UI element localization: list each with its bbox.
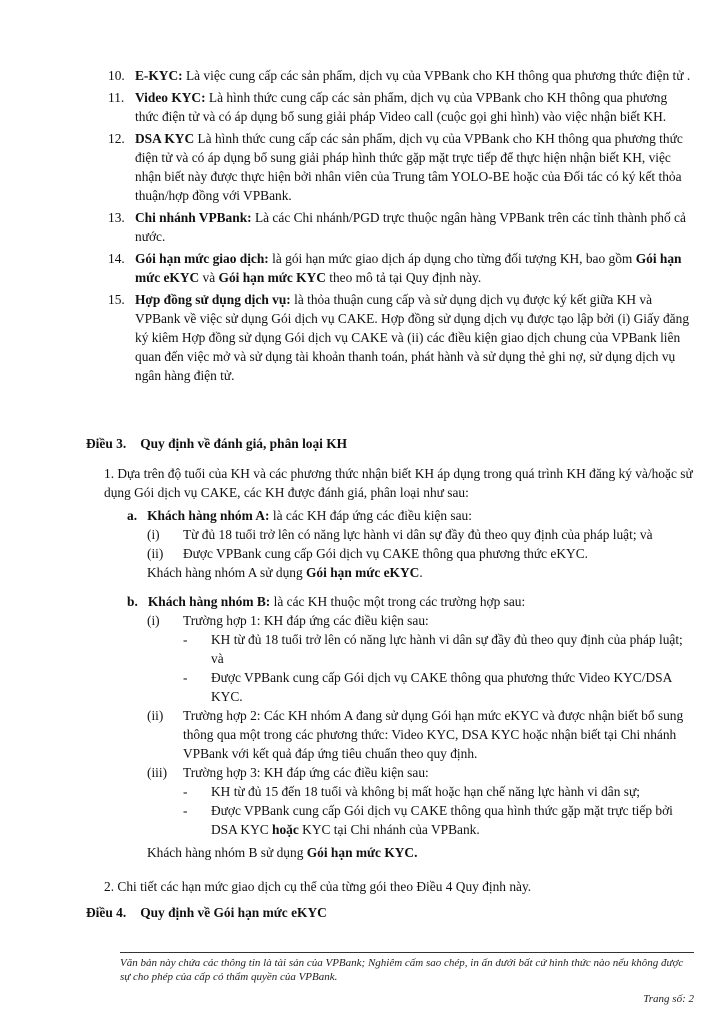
group-b-summary: Khách hàng nhóm B sử dụng Gói hạn mức KYC. xyxy=(147,845,418,860)
paragraph-2: 2. Chi tiết các hạn mức giao dịch cụ thể của từng gói theo Điều 4 Quy định này. xyxy=(104,879,532,894)
article-3-heading: Điều 3. Quy định về đánh giá, phân loại KH xyxy=(86,436,348,451)
definition-term: DSA KYC xyxy=(135,131,195,146)
definitions-list xyxy=(108,66,693,388)
case-1: (i) Trường hợp 1: KH đáp ứng các điều kiện sau: xyxy=(147,613,429,628)
list-item: (i) Từ đủ 18 tuổi trở lên có năng lực hành vi dân sự đầy đủ theo quy định của pháp luật; và xyxy=(147,527,653,542)
definition-term: Video KYC: xyxy=(135,90,206,105)
list-item: (ii) Được VPBank cung cấp Gói dịch vụ CAKE thông qua phương thức eKYC. xyxy=(147,546,588,561)
definition-item: 11. Video KYC: Là hình thức cung cấp các sản phẩm, dịch vụ của VPBank cho KH thông qua phương thức điện tử và có áp dụng bổ sung giải pháp Video call (cuộc gọi ghi hình) vào việc nhận biết KH. xyxy=(108,90,668,124)
group-b-label: Khách hàng nhóm B: xyxy=(147,594,271,609)
group-a-label: Khách hàng nhóm A: xyxy=(147,508,270,523)
footer-divider xyxy=(120,952,694,953)
definition-item: 13. Chi nhánh VPBank: Là các Chi nhánh/PGD trực thuộc ngân hàng VPBank trên các tỉnh thành phố cả nước. xyxy=(108,210,686,244)
group-b: b. Khách hàng nhóm B: là các KH thuộc một trong các trường hợp sau: (i) Trường hợp 1: KH đáp ứng các điều kiện sau: - KH từ đủ 18 tuổi trở lên có năng lực hành vi dân sự đầy đủ theo quy định của pháp luật; và - Được VPBank cung cấp Gói dịch vụ CAKE thông qua phương thức Video KYC/DSA KYC. (ii) Trường hợp 2: Các KH nhóm A đang sử dụng Gói hạn mức eKYC và được nhận biết bổ sung thông qua một trong các phương thức: Video KYC, DSA KYC hoặc nhận biết tại Chi nhánh VPBank với kết quả đáp ứng tiêu chuẩn theo quy định. (iii) Trường hợp 3: KH đáp ứng các điều kiện sau: - KH từ đủ 15 đến 18 tuổi và không bị mất hoặc hạn chế năng lực hành vi dân sự; - Được VPBank cung cấp Gói dịch vụ CAKE thông qua hình thức gặp mặt trực tiếp bởi DSA KYC hoặc KYC tại Chi nhánh của VPBank. Khách hàng nhóm B sử dụng Gói hạn mức KYC. xyxy=(127,592,687,862)
definition-item: 12. DSA KYC Là hình thức cung cấp các sản phẩm, dịch vụ của VPBank cho KH thông qua phương thức điện tử và có áp dụng bổ sung giải pháp hình thức gặp mặt trực tiếp để thực hiện nhận biết KH, việc nhận biết này được thực hiện bởi nhân viên của Trung tâm YOLO-BE hoặc của Đối tác có ký kết thỏa thuận/hợp đồng với VPBank. xyxy=(108,131,683,203)
page-number: Trang số: 2 xyxy=(643,993,694,1005)
list-item: - Được VPBank cung cấp Gói dịch vụ CAKE thông qua hình thức gặp mặt trực tiếp bởi DSA KYC hoặc KYC tại Chi nhánh của VPBank. xyxy=(183,803,673,837)
footer-confidentiality-note: Văn bản này chứa các thông tin là tài sản của VPBank; Nghiêm cấm sao chép, in ấn dưới bất cứ hình thức nào nếu không được sự cho phép của cấp có thẩm quyền của VPBank. xyxy=(120,957,684,983)
paragraph-1: 1. Dựa trên độ tuổi của KH và các phương thức nhận biết KH áp dụng trong quá trình KH đăng ký và/hoặc sử dụng Gói dịch vụ CAKE, các KH được đánh giá, phân loại như sau: xyxy=(104,466,693,500)
case-3: (iii) Trường hợp 3: KH đáp ứng các điều kiện sau: xyxy=(147,765,429,780)
definition-term: E-KYC: xyxy=(135,68,183,83)
list-item: - KH từ đủ 18 tuổi trở lên có năng lực hành vi dân sự đầy đủ theo quy định của pháp luật; và xyxy=(183,632,683,666)
definition-term: Hợp đồng sử dụng dịch vụ: xyxy=(135,292,291,307)
definition-term: Gói hạn mức giao dịch: xyxy=(135,251,269,266)
definition-item: 10. E-KYC: Là việc cung cấp các sản phẩm, dịch vụ của VPBank cho KH thông qua phương thức điện tử . xyxy=(108,68,691,83)
group-a: a. Khách hàng nhóm A: là các KH đáp ứng các điều kiện sau: (i) Từ đủ 18 tuổi trở lên có năng lực hành vi dân sự đầy đủ theo quy định của pháp luật; và (ii) Được VPBank cung cấp Gói dịch vụ CAKE thông qua phương thức eKYC. Khách hàng nhóm A sử dụng Gói hạn mức eKYC. xyxy=(127,506,687,582)
group-a-summary: Khách hàng nhóm A sử dụng Gói hạn mức eKYC. xyxy=(147,565,423,580)
definition-item: 14. Gói hạn mức giao dịch: là gói hạn mức giao dịch áp dụng cho từng đối tượng KH, bao gồm Gói hạn mức eKYC và Gói hạn mức KYC theo mô tả tại Quy định này. xyxy=(108,251,682,285)
article-4-heading: Điều 4. Quy định về Gói hạn mức eKYC xyxy=(86,905,327,920)
list-item: - KH từ đủ 15 đến 18 tuổi và không bị mất hoặc hạn chế năng lực hành vi dân sự; xyxy=(183,784,640,799)
list-item: - Được VPBank cung cấp Gói dịch vụ CAKE thông qua phương thức Video KYC/DSA KYC. xyxy=(183,670,672,704)
definition-item: 15. Hợp đồng sử dụng dịch vụ: là thỏa thuận cung cấp và sử dụng dịch vụ được ký kết giữa KH và VPBank về việc sử dụng Gói dịch vụ CAKE. Hợp đồng sử dụng dịch vụ được tạo lập bởi (i) Giấy đăng ký kiêm Hợp đồng sử dụng Gói dịch vụ CAKE và (ii) các điều kiện giao dịch chung của VPBank liên quan đến việc mở và sử dụng tài khoản thanh toán, phát hành và sử dụng thẻ ghi nợ, sử dụng dịch vụ ngân hàng điện tử. xyxy=(108,292,690,383)
definition-term: Chi nhánh VPBank: xyxy=(135,210,252,225)
case-2: (ii) Trường hợp 2: Các KH nhóm A đang sử dụng Gói hạn mức eKYC và được nhận biết bổ sung thông qua một trong các phương thức: Video KYC, DSA KYC hoặc nhận biết tại Chi nhánh VPBank với kết quả đáp ứng tiêu chuẩn theo quy định. xyxy=(147,708,684,761)
